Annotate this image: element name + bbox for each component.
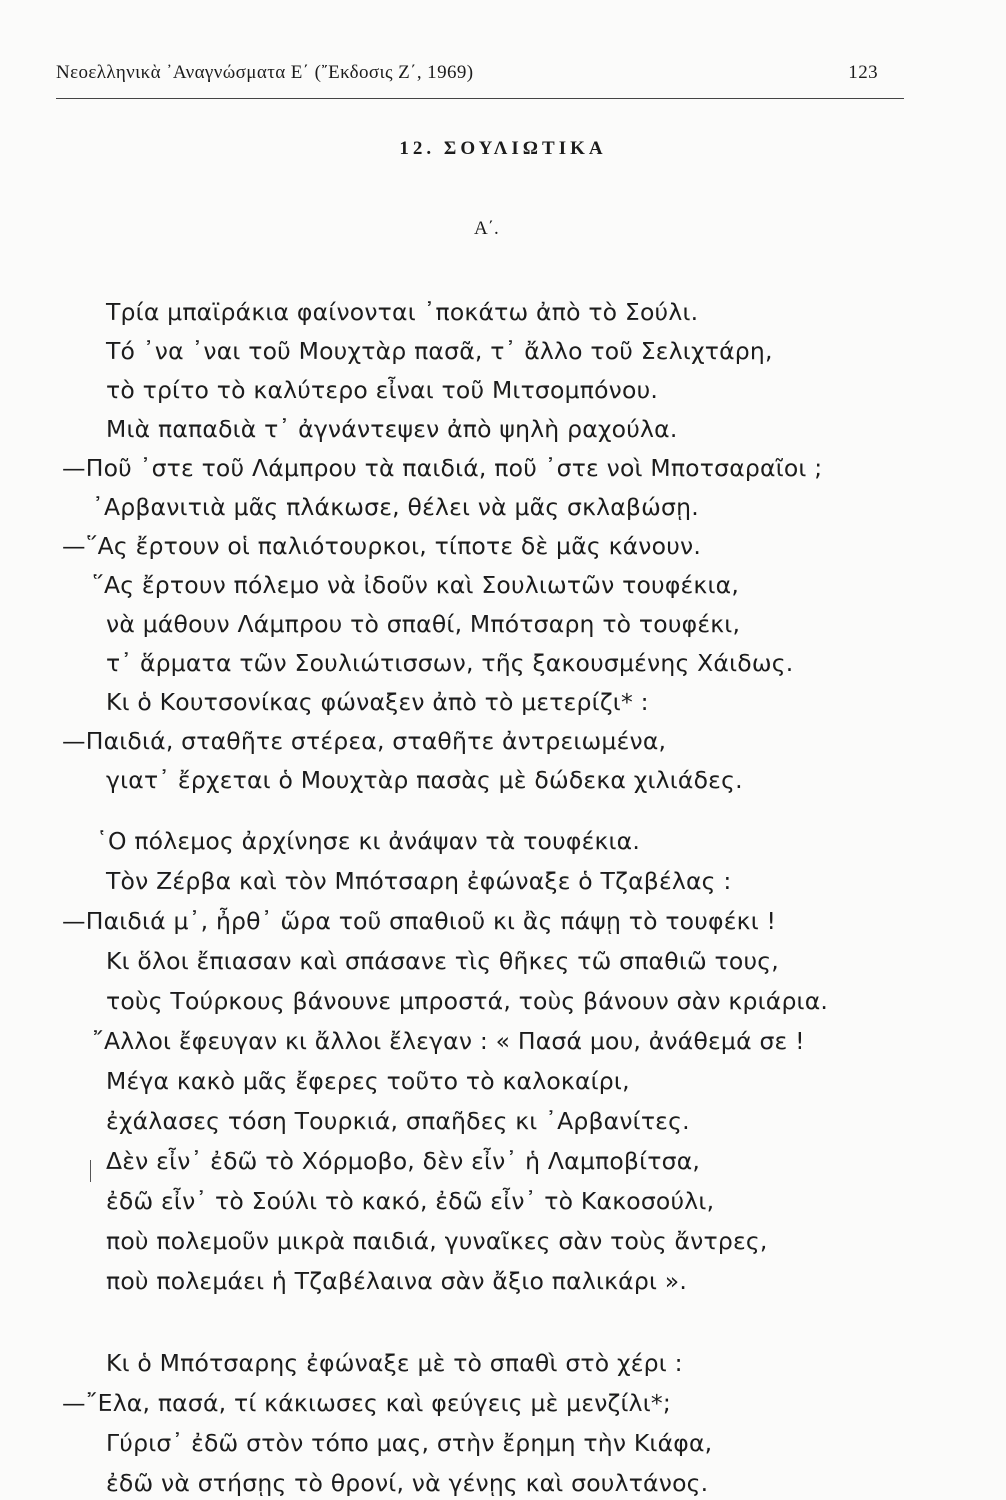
poem-line: Δὲν εἶν᾿ ἐδῶ τὸ Χόρμοβο, δὲν εἶν᾿ ἡ Λαμποβίτσα, xyxy=(106,1147,701,1175)
poem-line: Κι ὁ Μπότσαρης ἐφώναξε μὲ τὸ σπαθὶ στὸ χέρι : xyxy=(106,1349,683,1377)
poem-line: —῎Ελα, πασά, τί κάκιωσες καὶ φεύγεις μὲ μενζίλι*; xyxy=(62,1389,672,1417)
poem-line: τὸ τρίτο τὸ καλύτερο εἶναι τοῦ Μιτσομπόνου. xyxy=(106,376,659,404)
poem-line: ᾿Αρβανιτιὰ μᾶς πλάκωσε, θέλει νὰ μᾶς σκλαβώσῃ. xyxy=(92,493,699,521)
poem-line: τ᾿ ἅρματα τῶν Σουλιώτισσων, τῆς ξακουσμένης Χάιδως. xyxy=(106,649,794,677)
chapter-title: 12. ΣΟΥΛΙΩΤΙΚΑ xyxy=(399,138,607,159)
poem-line: ποὺ πολεμοῦν μικρὰ παιδιά, γυναῖκες σὰν τοὺς ἄντρες, xyxy=(106,1227,768,1255)
poem-line: Τρία μπαϊράκια φαίνονται ᾿ποκάτω ἀπὸ τὸ Σούλι. xyxy=(106,298,699,326)
poem-line: ἐχάλασες τόση Τουρκιά, σπαῆδες κι ᾿Αρβανίτες. xyxy=(106,1107,690,1135)
poem-line: Γύρισ᾿ ἐδῶ στὸν τόπο μας, στὴν ἔρημη τὴν Κιάφα, xyxy=(106,1429,713,1457)
margin-mark xyxy=(90,1160,91,1182)
section-mark: Α΄. xyxy=(474,218,499,239)
poem-line: —Παιδιά μ᾿, ἦρθ᾿ ὥρα τοῦ σπαθιοῦ κι ἂς πάψῃ τὸ τουφέκι ! xyxy=(62,907,777,935)
poem-line: Κι ὁ Κουτσονίκας φώναξεν ἀπὸ τὸ μετερίζι* : xyxy=(106,688,649,716)
poem-line: τοὺς Τούρκους βάνουνε μπροστά, τοὺς βάνουν σὰν κριάρια. xyxy=(106,987,829,1015)
poem-line: Τὸν Ζέρβα καὶ τὸν Μπότσαρη ἐφώναξε ὁ Τζαβέλας : xyxy=(106,867,732,895)
poem-line: ῾Ο πόλεμος ἀρχίνησε κι ἀνάψαν τὰ τουφέκια. xyxy=(96,827,641,855)
poem-line: Κι ὅλοι ἔπιασαν καὶ σπάσανε τὶς θῆκες τῶ σπαθιῶ τους, xyxy=(106,947,779,975)
poem-line: Μιὰ παπαδιὰ τ᾿ ἀγνάντεψεν ἀπὸ ψηλὴ ραχούλα. xyxy=(106,415,678,443)
poem-line: Μέγα κακὸ μᾶς ἔφερες τοῦτο τὸ καλοκαίρι, xyxy=(106,1067,630,1095)
poem-line: —῞Ας ἔρτουν οἱ παλιότουρκοι, τίποτε δὲ μᾶς κάνουν. xyxy=(62,532,702,560)
poem-line: ἐδῶ εἶν᾿ τὸ Σούλι τὸ κακό, ἐδῶ εἶν᾿ τὸ Κακοσούλι, xyxy=(106,1187,715,1215)
poem-line: γιατ᾿ ἔρχεται ὁ Μουχτὰρ πασὰς μὲ δώδεκα χιλιάδες. xyxy=(106,766,743,794)
poem-line: ἐδῶ νὰ στήσῃς τὸ θρονί, νὰ γένῃς καὶ σουλτάνος. xyxy=(106,1469,709,1497)
poem-line: νὰ μάθουν Λάμπρου τὸ σπαθί, Μπότσαρη τὸ τουφέκι, xyxy=(106,610,741,638)
poem-line: ῎Αλλοι ἔφευγαν κι ἄλλοι ἔλεγαν : « Πασά μου, ἀνάθεμά σε ! xyxy=(92,1027,805,1055)
poem-line: —Ποῦ ᾿στε τοῦ Λάμπρου τὰ παιδιά, ποῦ ᾿στε νοὶ Μποτσαραῖοι ; xyxy=(62,454,823,482)
header-rule xyxy=(56,98,904,99)
running-title: Νεοελληνικὰ ᾿Αναγνώσματα Ε΄ (῎Εκδοσις Ζ΄, 1969) xyxy=(56,62,474,83)
poem-line: ῞Ας ἔρτουν πόλεμο νὰ ἰδοῦν καὶ Σουλιωτῶν τουφέκια, xyxy=(92,571,739,599)
page-number: 123 xyxy=(848,62,878,83)
poem-line: Τό ᾿να ᾿ναι τοῦ Μουχτὰρ πασᾶ, τ᾿ ἄλλο τοῦ Σελιχτάρη, xyxy=(106,337,773,365)
poem-line: ποὺ πολεμάει ἡ Τζαβέλαινα σὰν ἄξιο παλικάρι ». xyxy=(106,1267,688,1295)
running-header xyxy=(56,62,878,92)
poem-line: —Παιδιά, σταθῆτε στέρεα, σταθῆτε ἀντρειωμένα, xyxy=(62,727,667,755)
